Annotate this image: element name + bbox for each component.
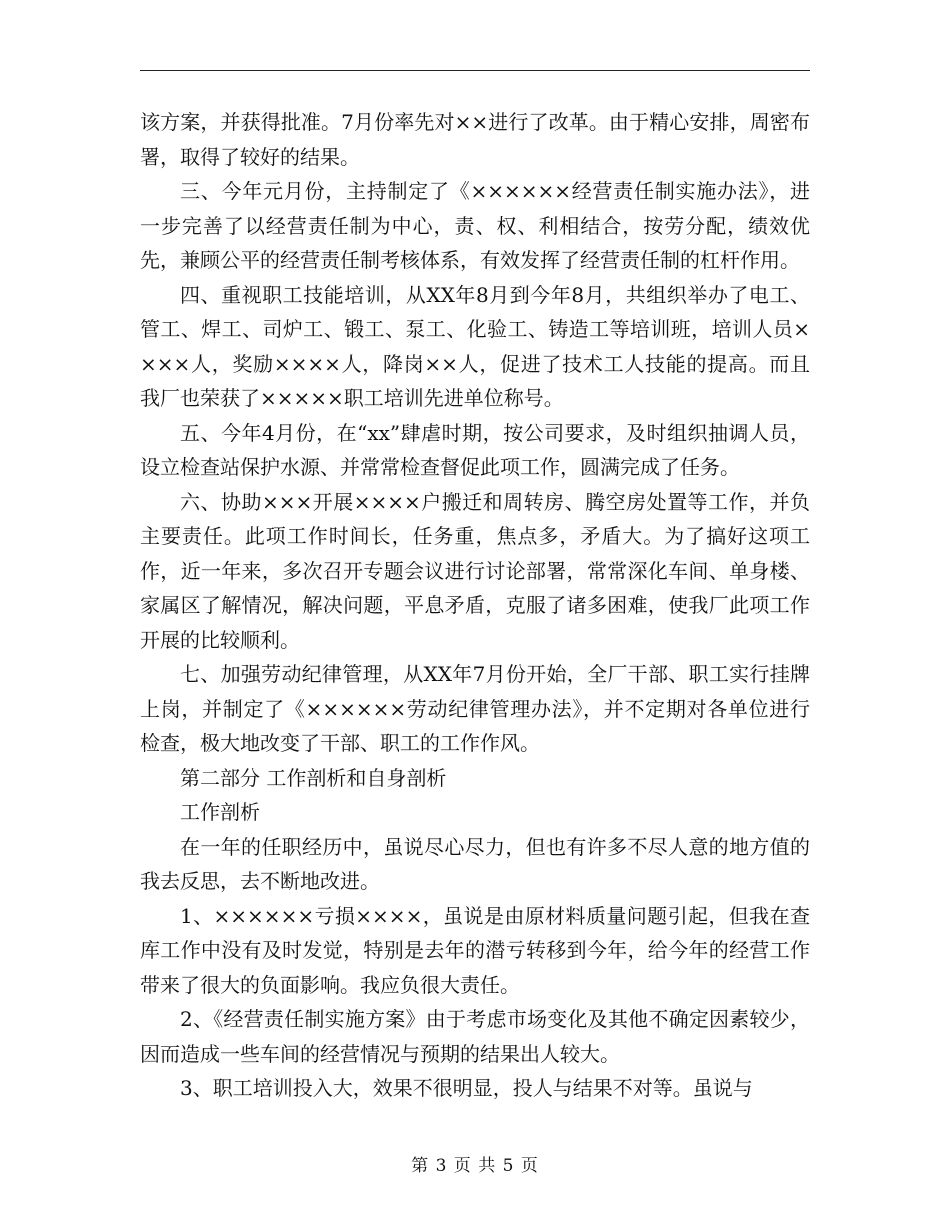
paragraph-item-4: 四、重视职工技能培训，从XX年8月到今年8月，共组织举办了电工、管工、焊工、司炉工、锻工、泵工、化验工、铸造工等培训班，培训人员××××人，奖励××××人，降岗××人，促进了技术工人技能的提高。而且我厂也荣获了×××××职工培训先进单位称号。 <box>140 282 810 410</box>
paragraph-item-7: 七、加强劳动纪律管理，从XX年7月份开始，全厂干部、职工实行挂牌上岗，并制定了《××××××劳动纪律管理办法》，并不定期对各单位进行检查，极大地改变了干部、职工的工作作风。 <box>140 662 810 755</box>
header-rule <box>140 70 810 71</box>
subheading-work-analysis: 工作剖析 <box>180 800 260 824</box>
section-heading-part-two: 第二部分 工作剖析和自身剖析 <box>180 765 447 790</box>
document-body <box>140 105 810 1106</box>
paragraph-continuation: 该方案，并获得批准。7月份率先对××进行了改革。由于精心安排，周密布署，取得了较好的结果。 <box>140 110 810 169</box>
paragraph-item-3: 三、今年元月份，主持制定了《××××××经营责任制实施办法》，进一步完善了以经营责任制为中心，责、权、利相结合，按劳分配，绩效优先，兼顾公平的经营责任制考核体系，有效发挥了经营责任制的杠杆作用。 <box>140 179 810 272</box>
paragraph-intro: 在一年的任职经历中，虽说尽心尽力，但也有许多不尽人意的地方值的我去反思，去不断地改进。 <box>140 834 810 893</box>
paragraph-item-6: 六、协助×××开展××××户搬迁和周转房、腾空房处置等工作，并负主要责任。此项工作时间长，任务重，焦点多，矛盾大。为了搞好这项工作，近一年来，多次召开专题会议进行讨论部署，常常深化车间、单身楼、家属区了解情况，解决问题，平息矛盾，克服了诸多困难，使我厂此项工作开展的比较顺利。 <box>140 489 810 652</box>
paragraph-point-2: 2、《经营责任制实施方案》由于考虑市场变化及其他不确定因素较少，因而造成一些车间的经营情况与预期的结果出人较大。 <box>140 1007 810 1066</box>
paragraph-item-5: 五、今年4月份，在“xx”肆虐时期，按公司要求，及时组织抽调人员，设立检查站保护水源、并常常检查督促此项工作，圆满完成了任务。 <box>140 420 810 479</box>
paragraph-point-3: 3、职工培训投入大，效果不很明显，投人与结果不对等。虽说与 <box>180 1076 753 1100</box>
paragraph-point-1: 1、××××××亏损××××，虽说是由原材料质量问题引起，但我在查库工作中没有及时发觉，特别是去年的潜亏转移到今年，给今年的经营工作带来了很大的负面影响。我应负很大责任。 <box>140 903 810 997</box>
page-footer: 第 3 页 共 5 页 <box>411 1156 539 1176</box>
